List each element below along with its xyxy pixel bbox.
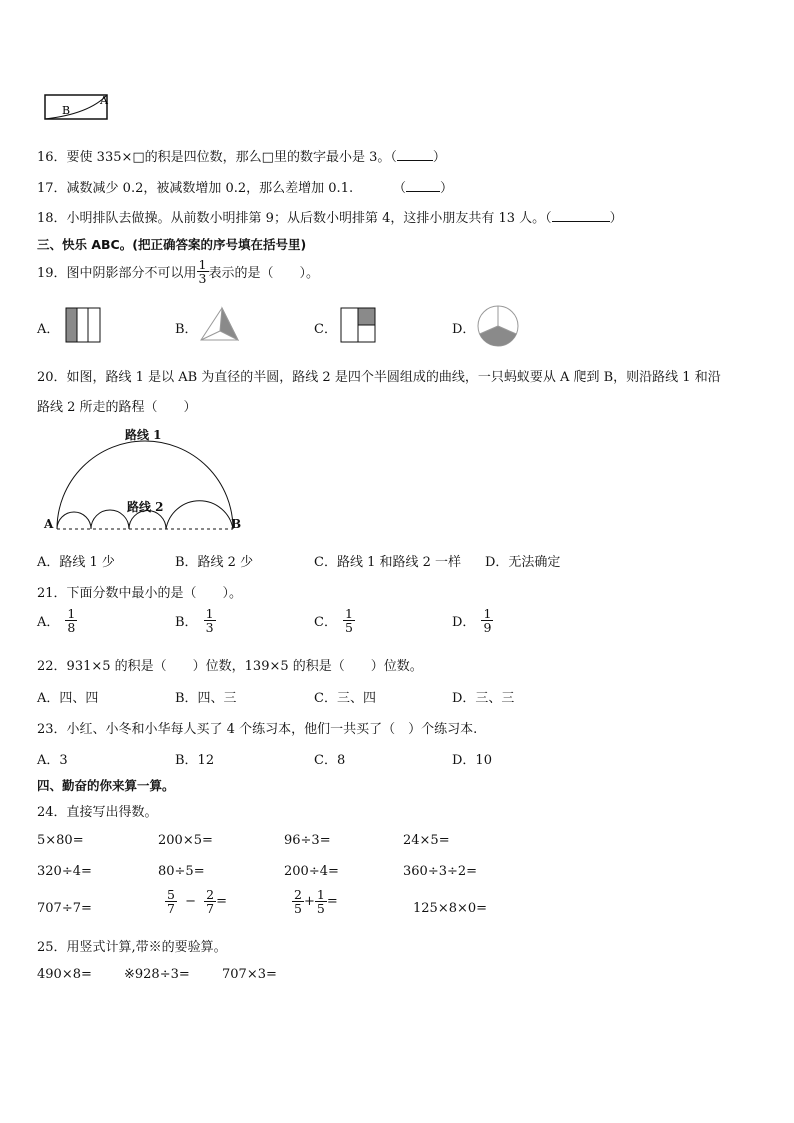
option-c-label[interactable]: C．	[314, 322, 337, 337]
q22-option-a[interactable]: A．四、四	[37, 691, 99, 706]
calc-item: 320÷4=	[37, 864, 92, 879]
question-18: 18．小明排队去做操。从前数小明排第 9；从后数小明排第 4，这排小朋友共有 13 人。（ ）	[37, 211, 623, 226]
calc-item: 360÷3÷2=	[403, 864, 478, 879]
fraction: $\frac{1}{3}$	[198, 257, 207, 287]
answer-blank[interactable]	[397, 148, 433, 161]
answer-blank[interactable]	[552, 209, 610, 222]
answer-blank[interactable]	[406, 179, 440, 192]
figure-label-a: A	[100, 94, 108, 107]
calc-item: 125×8×0=	[413, 901, 488, 916]
calc-fraction-subtraction: $\frac{5}{7}$ − $\frac{2}{7}$ =	[167, 887, 227, 917]
calc-item: 80÷5=	[158, 864, 205, 879]
point-a-label: A	[44, 517, 54, 531]
section-4-heading: 四、勤奋的你来算一算。	[37, 778, 175, 793]
question-17-answer: （ ）	[393, 181, 454, 196]
q23-option-c[interactable]: C．8	[314, 753, 346, 768]
q23-option-b[interactable]: B．12	[175, 753, 215, 768]
q20-option-c[interactable]: C．路线 1 和路线 2 一样	[314, 555, 462, 570]
calc-item: 96÷3=	[284, 833, 331, 848]
calc-item: 707÷7=	[37, 901, 92, 916]
q23-option-a[interactable]: A．3	[37, 753, 68, 768]
option-d-figure	[476, 304, 520, 348]
q23-option-d[interactable]: D．10	[452, 753, 492, 768]
option-d-label[interactable]: D．	[452, 322, 476, 337]
route-2-label: 路线 2	[127, 500, 164, 514]
option-b-label[interactable]: B．	[175, 322, 198, 337]
question-20-line-1: 20．如图，路线 1 是以 AB 为直径的半圆，路线 2 是四个半圆组成的曲线，一只蚂蚁要从 A 爬到 B，则沿路线 1 和沿	[37, 370, 721, 385]
q21-option-a[interactable]: A． $\frac{1}{8}$	[37, 606, 76, 636]
q21-option-c[interactable]: C． $\frac{1}{5}$	[314, 606, 353, 636]
q22-option-c[interactable]: C．三、四	[314, 691, 376, 706]
calc-item: 200×5=	[158, 833, 213, 848]
option-b-figure	[198, 305, 240, 343]
question-21: 21．下面分数中最小的是（ ）。	[37, 586, 243, 601]
option-c-figure	[340, 307, 378, 343]
calc-item: 5×80=	[37, 833, 84, 848]
question-19: 19．图中阴影部分不可以用 $\frac{1}{3}$ 表示的是（ ）。	[37, 257, 320, 287]
q20-option-a[interactable]: A．路线 1 少	[37, 555, 115, 570]
vertical-calc-item: ※928÷3=	[124, 967, 190, 982]
q21-option-d[interactable]: D． $\frac{1}{9}$	[452, 606, 492, 636]
section-3-heading: 三、快乐 ABC。(把正确答案的序号填在括号里)	[37, 237, 307, 252]
q21-option-b[interactable]: B． $\frac{1}{3}$	[175, 606, 214, 636]
route-1-label: 路线 1	[125, 428, 162, 442]
question-22: 22．931×5 的积是（ ）位数，139×5 的积是（ ）位数。	[37, 659, 423, 674]
option-a-figure	[65, 307, 101, 343]
option-a-label[interactable]: A．	[37, 322, 60, 337]
vertical-calc-item: 490×8=	[37, 967, 92, 982]
calc-item: 24×5=	[403, 833, 450, 848]
q22-option-b[interactable]: B．四、三	[175, 691, 237, 706]
question-16: 16．要使 335×□的积是四位数，那么□里的数字最小是 3。（ ）	[37, 150, 446, 165]
rectangle-figure	[44, 92, 112, 122]
question-20-line-2: 路线 2 所走的路程（ ）	[37, 400, 197, 415]
question-17: 17．减数减少 0.2，被减数增加 0.2，那么差增加 0.1.	[37, 181, 354, 196]
q20-option-d[interactable]: D．无法确定	[485, 555, 561, 570]
question-23: 23．小红、小冬和小华每人买了 4 个练习本，他们一共买了（ ）个练习本.	[37, 722, 478, 737]
question-25: 25．用竖式计算,带※的要验算。	[37, 940, 227, 955]
calc-item: 200÷4=	[284, 864, 339, 879]
q20-option-b[interactable]: B．路线 2 少	[175, 555, 254, 570]
question-24: 24．直接写出得数。	[37, 805, 158, 820]
vertical-calc-item: 707×3=	[222, 967, 277, 982]
calc-fraction-addition: $\frac{2}{5}$ + $\frac{1}{5}$ =	[294, 887, 338, 917]
q22-option-d[interactable]: D．三、三	[452, 691, 515, 706]
figure-label-b: B	[62, 104, 71, 117]
point-b-label: B	[231, 517, 242, 531]
